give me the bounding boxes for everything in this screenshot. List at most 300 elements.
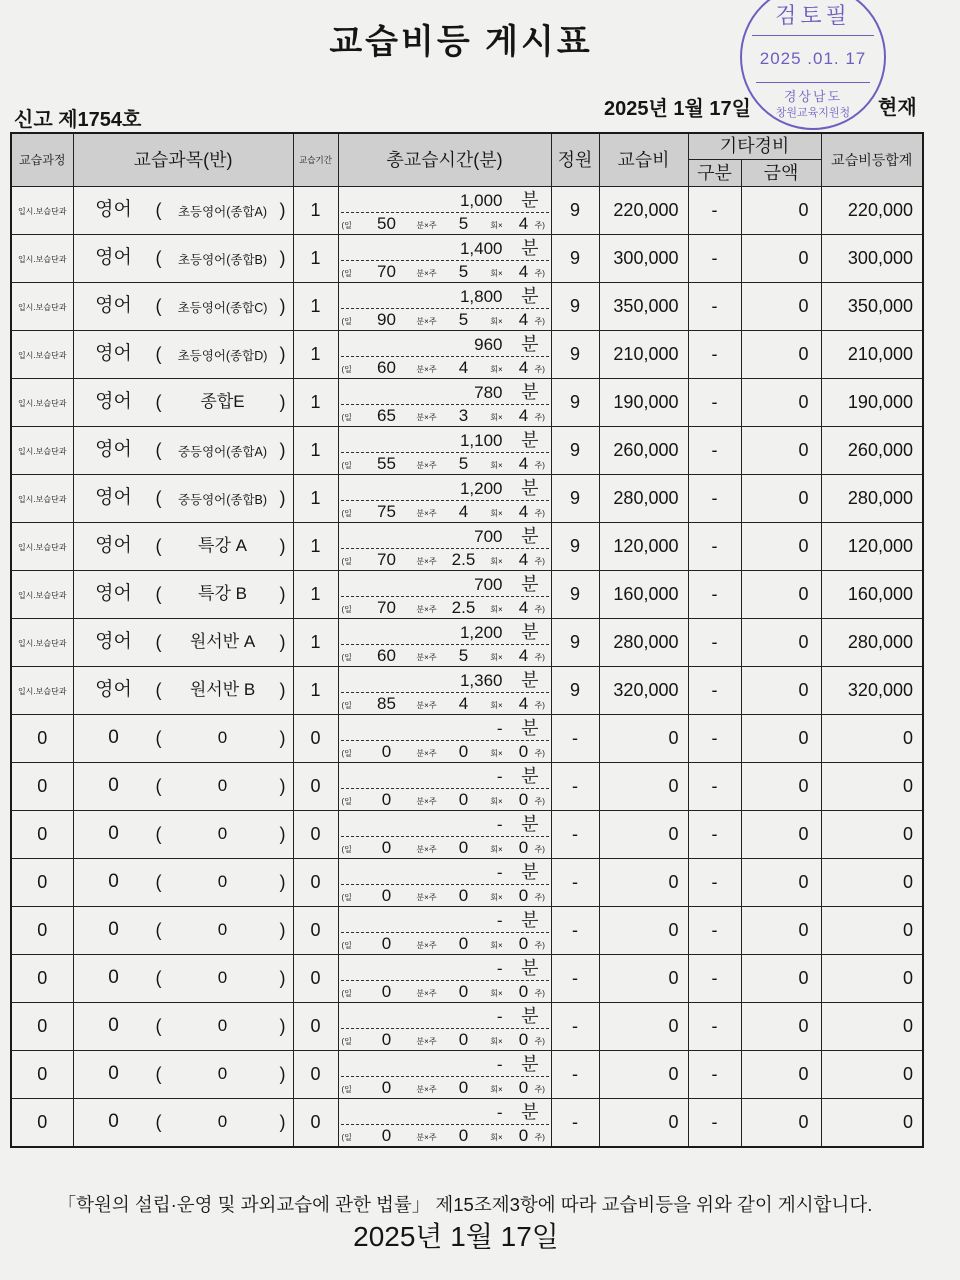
weeks: 4 — [518, 309, 529, 329]
total-minutes: - — [496, 958, 503, 978]
other-type-cell: - — [688, 1002, 741, 1050]
period-cell: 0 — [293, 1002, 338, 1050]
table-row — [11, 858, 923, 906]
paren-close: ) — [279, 679, 286, 700]
paren-close: ) — [279, 727, 286, 748]
header-period: 교습기간 — [293, 133, 338, 186]
table-row — [11, 666, 923, 714]
minutes-separator: 분×주 — [416, 988, 437, 998]
other-amount-cell: 0 — [741, 570, 821, 618]
daily-minutes: 0 — [381, 741, 392, 761]
course-text: 0 — [37, 728, 48, 748]
subject-box — [74, 331, 293, 378]
paren-open: ( — [155, 439, 162, 460]
stamp-divider — [752, 35, 874, 36]
tuition-cell: 0 — [599, 1098, 688, 1147]
grand-total-cell: 0 — [821, 906, 923, 954]
total-time-box — [339, 955, 551, 1002]
course-cell — [11, 618, 73, 666]
paren-close: ) — [279, 199, 286, 220]
weeks: 4 — [518, 453, 529, 473]
total-minutes: 1,000 — [459, 190, 503, 210]
minutes-separator: 분×주 — [416, 700, 437, 710]
total-minutes: - — [496, 1102, 503, 1122]
paren-open: ( — [155, 247, 162, 268]
total-time-cell — [338, 618, 551, 666]
paren-open: ( — [155, 679, 162, 700]
minutes-unit: 분 — [521, 429, 539, 450]
daily-minutes: 0 — [381, 789, 392, 809]
other-amount-cell: 0 — [741, 810, 821, 858]
period-cell: 1 — [293, 282, 338, 330]
course-cell — [11, 1050, 73, 1098]
day-prefix: (일 — [341, 1036, 352, 1046]
other-type-cell: - — [688, 522, 741, 570]
minutes-unit: 분 — [521, 1053, 539, 1074]
course-text: 입시.보습단과 — [17, 207, 67, 216]
times-per-week: 0 — [458, 741, 469, 761]
table-row — [11, 1098, 923, 1147]
subject-cell — [73, 426, 293, 474]
subject-box — [74, 1051, 293, 1098]
grand-total-cell: 0 — [821, 858, 923, 906]
other-type-cell: - — [688, 186, 741, 234]
capacity-cell: - — [551, 762, 599, 810]
tuition-cell: 350,000 — [599, 282, 688, 330]
paren-close: ) — [279, 919, 286, 940]
class-name: 0 — [217, 1015, 228, 1035]
subject-cell — [73, 330, 293, 378]
stamp-divider — [756, 82, 870, 83]
subject-name: 영어 — [95, 678, 132, 700]
tuition-fee-table — [10, 132, 924, 1148]
tuition-cell: 0 — [599, 1050, 688, 1098]
table-row — [11, 906, 923, 954]
weeks-suffix: 주) — [534, 892, 545, 902]
paren-close: ) — [279, 1063, 286, 1084]
day-prefix: (일 — [341, 1084, 352, 1094]
subject-name: 0 — [108, 918, 119, 940]
tuition-cell: 0 — [599, 810, 688, 858]
other-amount-cell: 0 — [741, 1098, 821, 1147]
tuition-cell: 0 — [599, 954, 688, 1002]
header-subject: 교습과목(반) — [73, 133, 293, 186]
class-name: 0 — [217, 871, 228, 891]
weeks: 4 — [518, 501, 529, 521]
day-prefix: (일 — [341, 604, 352, 614]
total-time-box — [339, 427, 551, 474]
capacity-cell: 9 — [551, 474, 599, 522]
header-tuition: 교습비 — [599, 133, 688, 186]
period-cell: 1 — [293, 666, 338, 714]
time-divider — [341, 884, 549, 885]
header-total-time: 총교습시간(분) — [338, 133, 551, 186]
total-minutes: - — [496, 814, 503, 834]
course-cell — [11, 666, 73, 714]
times-per-week: 0 — [458, 837, 469, 857]
total-minutes: - — [496, 1006, 503, 1026]
subject-name: 영어 — [95, 294, 132, 316]
subject-box — [74, 1099, 293, 1146]
weeks-suffix: 주) — [534, 748, 545, 758]
posting-date: 2025년 1월 17일 — [353, 1221, 559, 1252]
times-per-week: 4 — [458, 501, 469, 521]
total-time-box — [339, 235, 551, 282]
course-text: 입시.보습단과 — [17, 495, 67, 504]
other-type-cell: - — [688, 1050, 741, 1098]
time-divider — [341, 1124, 549, 1125]
capacity-cell: 9 — [551, 234, 599, 282]
total-minutes: 780 — [474, 382, 503, 402]
day-prefix: (일 — [341, 652, 352, 662]
class-name: 특강 A — [198, 535, 247, 555]
header-grand-total: 교습비등합계 — [821, 133, 923, 186]
table-row — [11, 714, 923, 762]
weeks: 4 — [518, 549, 529, 569]
course-cell — [11, 1098, 73, 1147]
grand-total-cell: 190,000 — [821, 378, 923, 426]
time-divider — [341, 500, 549, 501]
daily-minutes: 70 — [377, 597, 396, 617]
minutes-separator: 분×주 — [416, 316, 437, 326]
weeks: 0 — [518, 885, 529, 905]
class-name: 0 — [217, 823, 228, 843]
day-prefix: (일 — [341, 700, 352, 710]
minutes-unit: 분 — [521, 669, 539, 690]
other-type-cell: - — [688, 1098, 741, 1147]
tuition-cell: 0 — [599, 714, 688, 762]
grand-total-cell: 280,000 — [821, 474, 923, 522]
time-divider — [341, 740, 549, 741]
other-type-cell: - — [688, 954, 741, 1002]
tuition-cell: 210,000 — [599, 330, 688, 378]
minutes-separator: 분×주 — [416, 460, 437, 470]
subject-name: 0 — [108, 726, 119, 748]
tuition-cell: 0 — [599, 1002, 688, 1050]
tuition-cell: 300,000 — [599, 234, 688, 282]
subject-cell — [73, 906, 293, 954]
weeks: 4 — [518, 597, 529, 617]
course-text: 0 — [37, 920, 48, 940]
period-cell: 1 — [293, 570, 338, 618]
table-row — [11, 234, 923, 282]
capacity-cell: 9 — [551, 330, 599, 378]
tuition-cell: 120,000 — [599, 522, 688, 570]
paren-open: ( — [155, 1111, 162, 1132]
paren-open: ( — [155, 583, 162, 604]
total-time-box — [339, 1051, 551, 1098]
day-prefix: (일 — [341, 364, 352, 374]
period-cell: 0 — [293, 906, 338, 954]
total-minutes: 700 — [474, 574, 503, 594]
capacity-cell: - — [551, 810, 599, 858]
time-divider — [341, 1076, 549, 1077]
subject-box — [74, 475, 293, 522]
total-time-cell — [338, 1050, 551, 1098]
paren-close: ) — [279, 535, 286, 556]
course-text: 입시.보습단과 — [17, 591, 67, 600]
course-text: 입시.보습단과 — [17, 399, 67, 408]
weeks: 4 — [518, 357, 529, 377]
grand-total-cell: 0 — [821, 1098, 923, 1147]
daily-minutes: 0 — [381, 837, 392, 857]
course-cell — [11, 426, 73, 474]
subject-box — [74, 187, 293, 234]
subject-box — [74, 715, 293, 762]
subject-box — [74, 667, 293, 714]
course-text: 0 — [37, 968, 48, 988]
day-prefix: (일 — [341, 412, 352, 422]
other-type-cell: - — [688, 618, 741, 666]
times-per-week: 0 — [458, 933, 469, 953]
table-row — [11, 378, 923, 426]
minutes-unit: 분 — [521, 285, 539, 306]
minutes-separator: 분×주 — [416, 892, 437, 902]
times-per-week: 5 — [458, 309, 469, 329]
capacity-cell: 9 — [551, 426, 599, 474]
grand-total-cell: 160,000 — [821, 570, 923, 618]
total-time-box — [339, 283, 551, 330]
day-prefix: (일 — [341, 508, 352, 518]
weeks-suffix: 주) — [534, 460, 545, 470]
subject-cell — [73, 954, 293, 1002]
times-separator: 회× — [490, 844, 503, 854]
header-other-expenses: 기타경비 — [688, 133, 821, 159]
daily-minutes: 0 — [381, 1125, 392, 1145]
minutes-unit: 분 — [521, 477, 539, 498]
paren-close: ) — [279, 1015, 286, 1036]
other-type-cell: - — [688, 474, 741, 522]
table-row — [11, 810, 923, 858]
capacity-cell: 9 — [551, 570, 599, 618]
minutes-unit: 분 — [521, 765, 539, 786]
class-name: 0 — [217, 1111, 228, 1131]
subject-name: 영어 — [95, 534, 132, 556]
subject-box — [74, 571, 293, 618]
time-divider — [341, 356, 549, 357]
course-cell — [11, 858, 73, 906]
registration-number: 신고 제1754호 — [14, 109, 142, 131]
daily-minutes: 55 — [377, 453, 396, 473]
times-separator: 회× — [490, 412, 503, 422]
weeks-suffix: 주) — [534, 220, 545, 230]
total-time-box — [339, 859, 551, 906]
minutes-unit: 분 — [521, 237, 539, 258]
day-prefix: (일 — [341, 1132, 352, 1142]
course-text: 0 — [37, 1016, 48, 1036]
class-name: 0 — [217, 727, 228, 747]
grand-total-cell: 260,000 — [821, 426, 923, 474]
subject-cell — [73, 858, 293, 906]
paren-close: ) — [279, 631, 286, 652]
total-time-box — [339, 1003, 551, 1050]
weeks: 0 — [518, 741, 529, 761]
paren-close: ) — [279, 967, 286, 988]
total-minutes: 700 — [474, 526, 503, 546]
period-cell: 1 — [293, 522, 338, 570]
total-minutes: 1,800 — [459, 286, 503, 306]
subject-box — [74, 859, 293, 906]
tuition-cell: 190,000 — [599, 378, 688, 426]
subject-cell — [73, 1002, 293, 1050]
subject-cell — [73, 282, 293, 330]
course-cell — [11, 186, 73, 234]
period-cell: 1 — [293, 330, 338, 378]
minutes-separator: 분×주 — [416, 1084, 437, 1094]
other-amount-cell: 0 — [741, 234, 821, 282]
stamp-date: 2025 .01. 17 — [759, 49, 867, 68]
tuition-cell: 0 — [599, 858, 688, 906]
total-time-cell — [338, 954, 551, 1002]
weeks-suffix: 주) — [534, 364, 545, 374]
class-name: 초등영어(종합D) — [177, 348, 268, 363]
minutes-unit: 분 — [521, 189, 539, 210]
period-cell: 0 — [293, 714, 338, 762]
total-time-box — [339, 715, 551, 762]
period-cell: 1 — [293, 426, 338, 474]
table-row — [11, 1002, 923, 1050]
total-minutes: - — [496, 766, 503, 786]
times-separator: 회× — [490, 220, 503, 230]
as-of-date: 2025년 1월 17일 — [604, 98, 751, 120]
grand-total-cell: 0 — [821, 762, 923, 810]
capacity-cell: - — [551, 1050, 599, 1098]
times-separator: 회× — [490, 700, 503, 710]
course-cell — [11, 906, 73, 954]
course-cell — [11, 522, 73, 570]
paren-close: ) — [279, 1111, 286, 1132]
minutes-unit: 분 — [521, 621, 539, 642]
total-minutes: 1,200 — [459, 478, 503, 498]
class-name: 초등영어(종합C) — [177, 300, 268, 315]
tuition-cell: 260,000 — [599, 426, 688, 474]
time-divider — [341, 1028, 549, 1029]
total-time-cell — [338, 906, 551, 954]
period-cell: 0 — [293, 810, 338, 858]
table-row — [11, 426, 923, 474]
subject-name: 0 — [108, 1110, 119, 1132]
time-divider — [341, 692, 549, 693]
period-cell: 0 — [293, 762, 338, 810]
weeks: 0 — [518, 933, 529, 953]
weeks-suffix: 주) — [534, 940, 545, 950]
times-separator: 회× — [490, 892, 503, 902]
minutes-unit: 분 — [521, 381, 539, 402]
tuition-cell: 160,000 — [599, 570, 688, 618]
paren-open: ( — [155, 967, 162, 988]
table-row — [11, 762, 923, 810]
weeks: 0 — [518, 981, 529, 1001]
daily-minutes: 0 — [381, 1077, 392, 1097]
weeks-suffix: 주) — [534, 652, 545, 662]
weeks-suffix: 주) — [534, 844, 545, 854]
period-cell: 0 — [293, 858, 338, 906]
stamp-office: 창원교육지원청 — [775, 107, 851, 119]
time-divider — [341, 644, 549, 645]
total-minutes: 1,400 — [459, 238, 503, 258]
paren-open: ( — [155, 871, 162, 892]
times-separator: 회× — [490, 1036, 503, 1046]
weeks-suffix: 주) — [534, 1132, 545, 1142]
course-text: 0 — [37, 776, 48, 796]
capacity-cell: 9 — [551, 282, 599, 330]
times-separator: 회× — [490, 604, 503, 614]
header-row — [11, 133, 923, 159]
subject-box — [74, 523, 293, 570]
table-body — [11, 186, 923, 1147]
course-cell — [11, 810, 73, 858]
minutes-separator: 분×주 — [416, 556, 437, 566]
paren-open: ( — [155, 1015, 162, 1036]
minutes-unit: 분 — [521, 957, 539, 978]
times-per-week: 2.5 — [451, 597, 476, 617]
paren-close: ) — [279, 295, 286, 316]
time-divider — [341, 596, 549, 597]
other-amount-cell: 0 — [741, 426, 821, 474]
grand-total-cell: 220,000 — [821, 186, 923, 234]
other-type-cell: - — [688, 330, 741, 378]
subject-box — [74, 619, 293, 666]
minutes-unit: 분 — [521, 861, 539, 882]
other-amount-cell: 0 — [741, 762, 821, 810]
total-time-cell — [338, 1002, 551, 1050]
minutes-unit: 분 — [521, 813, 539, 834]
weeks-suffix: 주) — [534, 268, 545, 278]
subject-cell — [73, 762, 293, 810]
daily-minutes: 0 — [381, 981, 392, 1001]
weeks: 4 — [518, 405, 529, 425]
course-text: 입시.보습단과 — [17, 639, 67, 648]
weeks-suffix: 주) — [534, 988, 545, 998]
minutes-separator: 분×주 — [416, 940, 437, 950]
daily-minutes: 75 — [377, 501, 396, 521]
times-per-week: 0 — [458, 1029, 469, 1049]
subject-cell — [73, 570, 293, 618]
subject-name: 0 — [108, 966, 119, 988]
weeks-suffix: 주) — [534, 604, 545, 614]
header-other-type: 구분 — [688, 159, 741, 186]
times-per-week: 4 — [458, 693, 469, 713]
daily-minutes: 0 — [381, 1029, 392, 1049]
times-per-week: 0 — [458, 1077, 469, 1097]
minutes-separator: 분×주 — [416, 748, 437, 758]
course-text: 입시.보습단과 — [17, 687, 67, 696]
paren-open: ( — [155, 1063, 162, 1084]
weeks-suffix: 주) — [534, 316, 545, 326]
total-time-box — [339, 619, 551, 666]
course-cell — [11, 378, 73, 426]
total-time-box — [339, 187, 551, 234]
table-row — [11, 954, 923, 1002]
course-text: 0 — [37, 872, 48, 892]
day-prefix: (일 — [341, 316, 352, 326]
other-type-cell: - — [688, 234, 741, 282]
class-name: 중등영어(종합A) — [177, 444, 268, 459]
grand-total-cell: 120,000 — [821, 522, 923, 570]
weeks: 4 — [518, 261, 529, 281]
minutes-unit: 분 — [521, 1101, 539, 1122]
paren-open: ( — [155, 727, 162, 748]
minutes-separator: 분×주 — [416, 652, 437, 662]
weeks-suffix: 주) — [534, 700, 545, 710]
total-minutes: 1,100 — [459, 430, 503, 450]
subject-cell — [73, 618, 293, 666]
times-separator: 회× — [490, 940, 503, 950]
weeks: 0 — [518, 1029, 529, 1049]
other-amount-cell: 0 — [741, 330, 821, 378]
header-course: 교습과정 — [11, 133, 73, 186]
subject-name: 영어 — [95, 438, 132, 460]
